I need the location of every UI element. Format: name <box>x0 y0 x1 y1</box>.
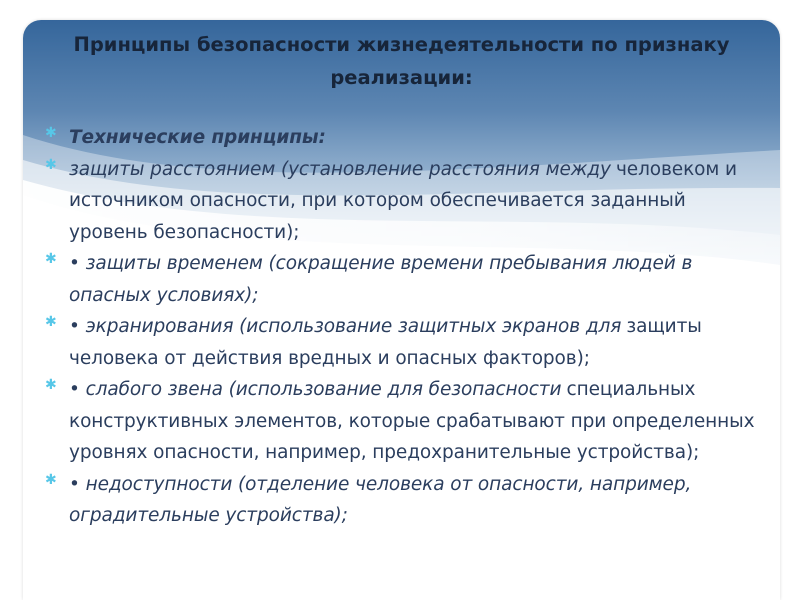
bullet-body-text: специальных конструктивных элементов, которые срабатывают при определенных уровнях опасности, например, предохранительные устройства); <box>69 379 755 463</box>
title-line-1: Принципы безопасности жизнедеятельности по признаку <box>73 33 730 56</box>
bullet-italic-text: • защиты временем (сокращение времени пребывания людей в опасных условиях); <box>69 253 693 306</box>
list-item <box>45 374 765 469</box>
bullet-body-text: человеком и источником опасности, при котором обеспечивается заданный уровень безопасности); <box>69 158 737 243</box>
bullet-list <box>45 122 765 532</box>
asterisk-star-icon: ✱ <box>45 251 57 267</box>
slide-title <box>53 28 750 94</box>
bullet-italic-text: • экранирования (использование защитных экранов для <box>69 316 622 337</box>
bullet-italic-text: защиты расстоянием (установление расстояния между <box>69 158 611 180</box>
bullet-italic-text: • недоступности (отделение человека от опасности, например, оградительные устройства); <box>69 473 692 526</box>
list-item <box>45 122 765 154</box>
list-item <box>45 248 765 311</box>
asterisk-star-icon: ✱ <box>45 377 57 393</box>
asterisk-star-icon: ✱ <box>45 156 57 173</box>
bullet-body-text: защиты человека от действия вредных и опасных факторов); <box>69 316 702 369</box>
bullet-heading: Технические принципы: <box>69 127 326 148</box>
title-line-2: реализации: <box>330 66 473 89</box>
list-item <box>45 311 765 374</box>
list-item <box>45 469 765 532</box>
asterisk-star-icon: ✱ <box>45 471 57 488</box>
slide <box>23 20 780 600</box>
list-item <box>45 154 765 249</box>
asterisk-star-icon: ✱ <box>45 314 57 330</box>
bullet-italic-text: • слабого звена (использование для безопасности <box>69 379 562 400</box>
asterisk-star-icon: ✱ <box>45 125 57 141</box>
